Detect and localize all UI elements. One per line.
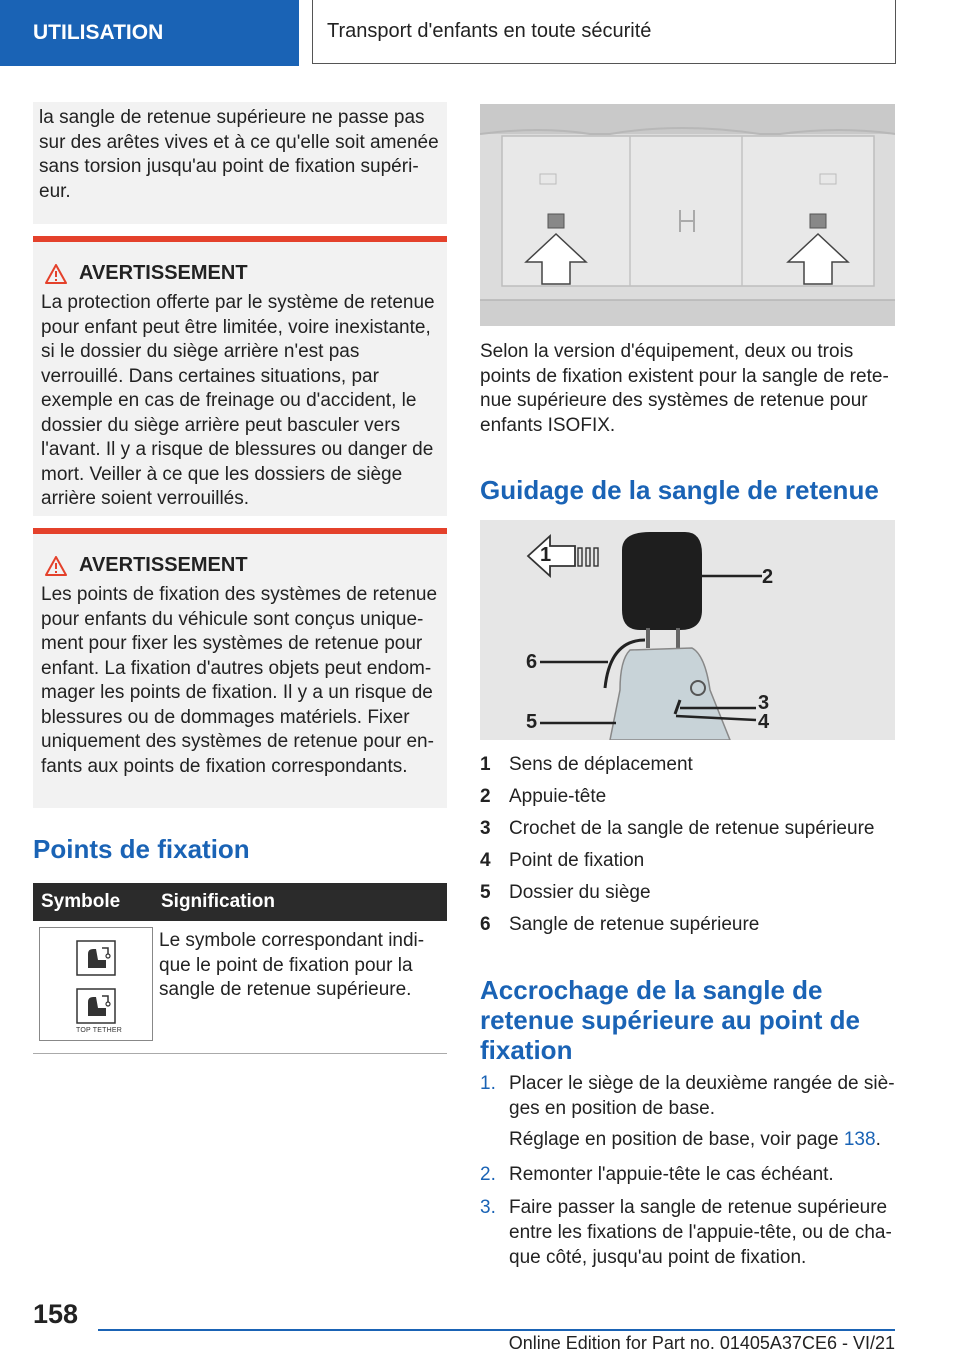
page-link-138[interactable]: 138 <box>843 1129 876 1150</box>
chapter-title: Transport d'enfants en toute sécurité <box>327 20 652 42</box>
photo-caption: Selon la version d'équipement, deux ou trois points de fixation existent pour la sangle de retenue supérieure des systèmes de retenue pour enfants ISOFIX. <box>480 341 889 436</box>
warning-triangle-icon <box>45 264 67 284</box>
warning-title-2: AVERTISSEMENT <box>41 554 439 577</box>
page-number: 158 <box>33 1299 79 1329</box>
warning-text-1: La protection offerte par le système de retenue pour enfant peut être limitée, voire inexistante, si le dossier du siège arrière n'est pas verrouillé. Dans certaines situations, par exemple en cas de freinage ou d'accident, le dossier du siège arrière peut basculer vers l'avant. Il y a risque de blessures ou danger de mort. Veiller à ce que les dossiers de siège arrière soient verrouillés. <box>41 292 435 509</box>
symbol-table <box>33 883 447 1054</box>
section-title-accrochage: Accrochage de la sangle de retenue supérieure au point de fixation <box>480 975 860 1065</box>
diagram-label-2: 2 <box>762 566 774 588</box>
step-2: 2. Remonter l'appuie-tête le cas échéant. <box>480 1164 834 1185</box>
guidance-diagram <box>480 520 895 740</box>
col-signification: Signification <box>153 883 447 921</box>
top-tether-icon <box>76 988 116 1024</box>
diagram-label-1: 1 <box>540 544 552 566</box>
intro-box <box>33 102 447 224</box>
diagram-label-5: 5 <box>526 711 538 733</box>
intro-text: la sangle de retenue supérieure ne passe pas sur des arêtes vives et à ce qu'elle soit amenée sans torsion jusqu'au point de fixation supérieur. <box>39 107 439 202</box>
section-title-points: Points de fixation <box>33 834 250 864</box>
diagram-label-4: 4 <box>758 711 770 733</box>
warning-box-1 <box>33 236 447 516</box>
diagram-label-6: 6 <box>526 651 538 673</box>
section-title: UTILISATION <box>33 21 164 44</box>
warning-title-1: AVERTISSEMENT <box>41 262 439 285</box>
child-seat-anchor-icon <box>76 940 116 976</box>
table-bottom-rule <box>33 1053 447 1054</box>
symbol-meaning: Le symbole correspondant indique le point de fixation pour la sangle de retenue supérieure. <box>159 930 425 1000</box>
legend-item: 6 Sangle de retenue supérieure <box>480 914 760 935</box>
step-3: 3. Faire passer la sangle de retenue supérieure entre les fixations de l'appuie-tête, ou de chaque côté, jusqu'au point de fixation. <box>480 1197 892 1268</box>
top-tether-caption: TOP TETHER <box>76 1027 122 1034</box>
steps-list <box>480 1071 895 1270</box>
step-1-note: Réglage en position de base, voir page 138. <box>509 1129 881 1150</box>
section-tab[interactable] <box>0 0 299 66</box>
col-symbole: Symbole <box>33 883 153 921</box>
step-1: 1. Placer le siège de la deuxième rangée de sièges en position de base. <box>480 1073 895 1119</box>
legend-item: 3 Crochet de la sangle de retenue supérieure <box>480 818 875 839</box>
legend-item: 5 Dossier du siège <box>480 882 651 903</box>
seat-back-illustration <box>480 104 895 326</box>
legend-item: 4 Point de fixation <box>480 850 645 871</box>
warning-triangle-icon <box>45 556 67 576</box>
edition-note: Online Edition for Part no. 01405A37CE6 - VI/21 <box>508 1333 895 1353</box>
warning-text-2: Les points de fixation des systèmes de retenue pour enfants du véhicule sont conçus uniquement pour fixer les systèmes de retenue pour enfant. La fixation d'autres objets peut endommager les points de fixation. Il y a un risque de blessures ou de dommages matériels. Fixer uniquement des systèmes de retenue pour enfants aux points de fixation correspondants. <box>41 584 438 777</box>
diagram-legend <box>480 749 895 941</box>
footer-rule <box>98 1329 895 1331</box>
legend-item: 2 Appuie-tête <box>480 786 607 807</box>
anchor-photo <box>480 104 895 326</box>
chapter-header <box>312 0 896 64</box>
symbol-frame <box>39 927 153 1041</box>
warning-box-2 <box>33 528 447 808</box>
legend-item: 1 Sens de déplacement <box>480 754 693 775</box>
section-title-guidage: Guidage de la sangle de retenue <box>480 475 879 505</box>
diagram-label-3: 3 <box>758 692 770 714</box>
